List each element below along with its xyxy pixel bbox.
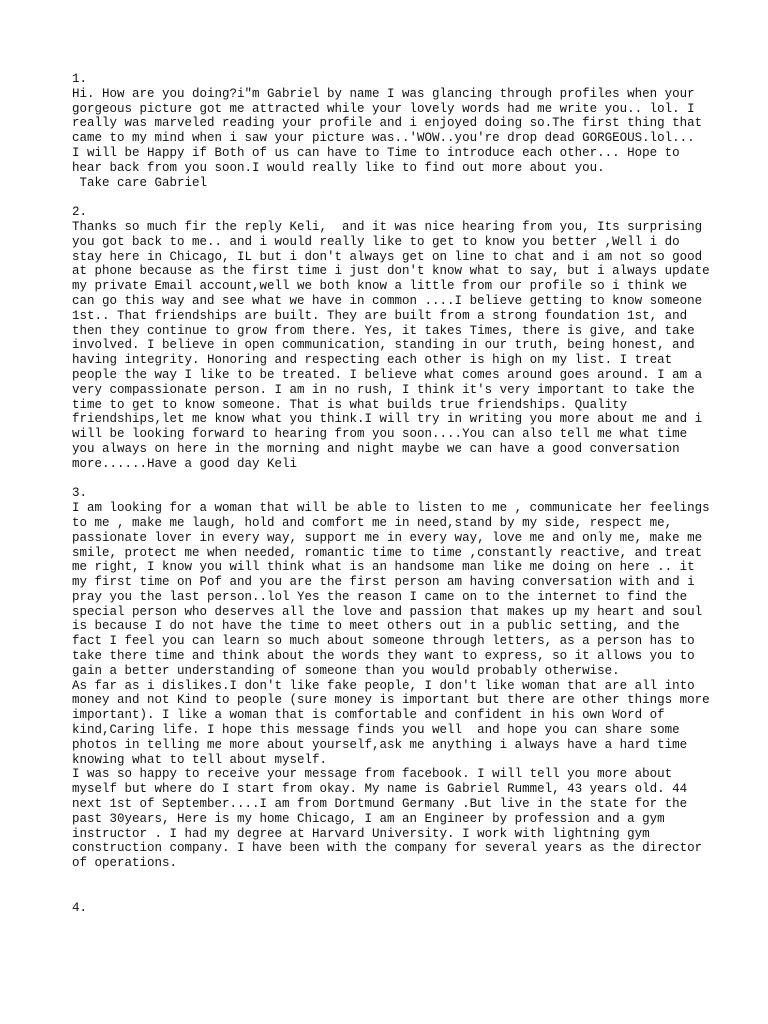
document-page [72, 72, 718, 915]
paragraph: I was so happy to receive your message from facebook. I will tell you more about myself but where do I start from okay. My name is Gabriel Rummel, 43 years old. 44 next 1st of September....I am from Dortmund Germany .But live in the state for the past 30years, Here is my home Chicago, I am an Engineer by profession and a gym instructor . I had my degree at Harvard University. I work with lightning gym construction company. I have been with the company for several years as the director of operations. [72, 767, 710, 871]
section-number: 4. [72, 900, 88, 915]
section-1 [72, 72, 712, 190]
section-4 [72, 901, 712, 916]
paragraph: As far as i dislikes.I don't like fake people, I don't like woman that are all into money and not Kind to people (sure money is important but there are other things more important). I like a woman that is comfortable and confident in his own Word of kind,Caring life. I hope this message finds you well and hope you can share some photos in telling me more about yourself,ask me anything i always have a hard time knowing what to tell about myself. [72, 678, 718, 767]
paragraph: I will be Happy if Both of us can have to Time to introduce each other... Hope to hear back from you soon.I would really like to find out more about you. [72, 145, 688, 175]
signature-line: Take care Gabriel [72, 175, 208, 190]
paragraph: Thanks so much fir the reply Keli, and it was nice hearing from you, Its surprising you got back to me.. and i would really like to get to know you better ,Well i do stay here in Chicago, IL but i don't always get on line to chat and i am not so good at phone because as the first time i just don't know what to say, but i always update my private Email account,well we both know a little from our profile so i think we can go this way and see what we have in common ....I believe getting to know someone 1st.. That friendships are built. They are built from a strong foundation 1st, and then they continue to grow from there. Yes, it takes Times, there is give, and take involved. I believe in open communication, standing in our truth, being honest, and having integrity. Honoring and respecting each other is high on my list. I treat people the way I like to be treated. I believe what comes around goes around. I am a very compassionate person. I am in no rush, I think it's very important to take the time to get to know someone. That is what builds true friendships. Quality friendships,let me know what you think.I will try in writing you more about me and i will be looking forward to hearing from you soon....You can also tell me what time you always on here in the morning and night maybe we can have a good conversation more......Have a good day Keli [72, 219, 718, 471]
section-number: 3. [72, 486, 88, 501]
spacer [72, 472, 712, 487]
paragraph: Hi. How are you doing?i"m Gabriel by name I was glancing through profiles when your gorgeous picture got me attracted while your lovely words had me write you.. lol. I really was marveled reading your profile and i enjoyed doing so.The first thing that came to my mind when i saw your picture was..'WOW..you're drop dead GORGEOUS.lol... [72, 86, 710, 146]
spacer [72, 871, 712, 901]
spacer [72, 190, 712, 205]
section-number: 1. [72, 72, 88, 86]
section-number: 2. [72, 205, 88, 220]
section-2 [72, 205, 718, 471]
section-3 [72, 486, 718, 871]
paragraph: I am looking for a woman that will be able to listen to me , communicate her feelings to me , make me laugh, hold and comfort me in need,stand by my side, respect me, passionate lover in every way, support me in every way, love me and only me, make me smile, protect me when needed, romantic time to time ,constantly reactive, and treat me right, I know you will think what is an handsome man like me doing on here .. it my first time on Pof and you are the first person am having conversation with and i pray you the last person..lol Yes the reason I came on to the internet to find the special person who deserves all the love and passion that makes up my heart and soul is because I do not have the time to meet others out in a public setting, and the fact I feel you can learn so much about someone through letters, as a person has to take there time and think about the words they want to express, so it allows you to gain a better understanding of someone than you would probably otherwise. [72, 501, 718, 678]
